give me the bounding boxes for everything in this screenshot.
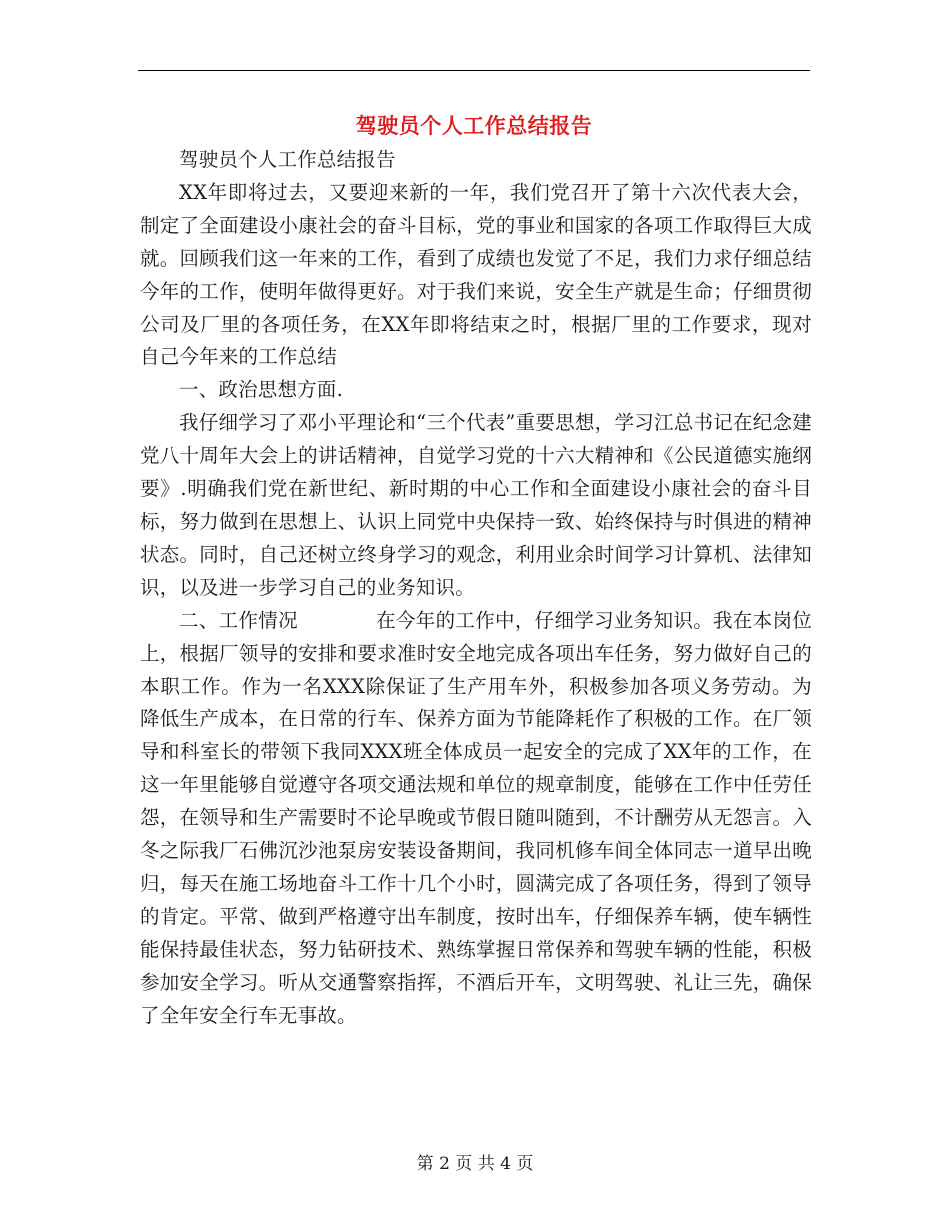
body-paragraph-politics: 我仔细学习了邓小平理论和“三个代表”重要思想，学习江总书记在纪念建党八十周年大会上的讲话精神，自觉学习党的十六大精神和《公民道德实施纲要》.明确我们党在新世纪、新时期的中心工作和全面建设小康社会的奋斗目标，努力做到在思想上、认识上同党中央保持一致、始终保持与时俱进的精神状态。同时，自己还树立终身学习的观念，利用业余时间学习计算机、法律知识，以及进一步学习自己的业务知识。 xyxy=(140,411,812,599)
document-title: 驾驶员个人工作总结报告 xyxy=(355,113,593,138)
body-paragraph-intro: XX年即将过去，又要迎来新的一年，我们党召开了第十六次代表大会，制定了全面建设小康社会的奋斗目标，党的事业和国家的各项工作取得巨大成就。回顾我们这一年来的工作，看到了成绩也发觉了不足，我们力求仔细总结今年的工作，使明年做得更好。对于我们来说，安全生产就是生命；仔细贯彻公司及厂里的各项任务，在XX年即将结束之时，根据厂里的工作要求，现对自己今年来的工作总结 xyxy=(140,180,812,369)
page-footer xyxy=(0,1152,950,1176)
body-paragraph-work: 二、工作情况 在今年的工作中，仔细学习业务知识。我在本岗位上，根据厂领导的安排和要求准时安全地完成各项出车任务，努力做好自己的本职工作。作为一名XXX除保证了生产用车外，积极参加各项义务劳动。为降低生产成本，在日常的行车、保养方面为节能降耗作了积极的工作。在厂领导和科室长的带领下我同XXX班全体成员一起安全的完成了XX年的工作，在这一年里能够自觉遵守各项交通法规和单位的规章制度，能够在工作中任劳任怨，在领导和生产需要时不论早晚或节假日随叫随到，不计酬劳从无怨言。入冬之际我厂石佛沉沙池泵房安装设备期间，我同机修车间全体同志一道早出晚归，每天在施工场地奋斗工作十几个小时，圆满完成了各项任务，得到了领导的肯定。平常、做到严格遵守出车制度，按时出车，仔细保养车辆，使车辆性能保持最佳状态，努力钻研技术、熟练掌握日常保养和驾驶车辆的性能，积极参加安全学习。听从交通警察指挥，不酒后开车，文明驾驶、礼让三先，确保了全年安全行车无事故。 xyxy=(140,608,812,1027)
page-number-label: 第 2 页 共 4 页 xyxy=(416,1154,534,1174)
document-body xyxy=(140,144,812,1032)
header-rule xyxy=(138,70,810,71)
section-heading-politics: 一、政治思想方面. xyxy=(179,378,343,402)
body-paragraph-subtitle: 驾驶员个人工作总结报告 xyxy=(179,148,396,171)
